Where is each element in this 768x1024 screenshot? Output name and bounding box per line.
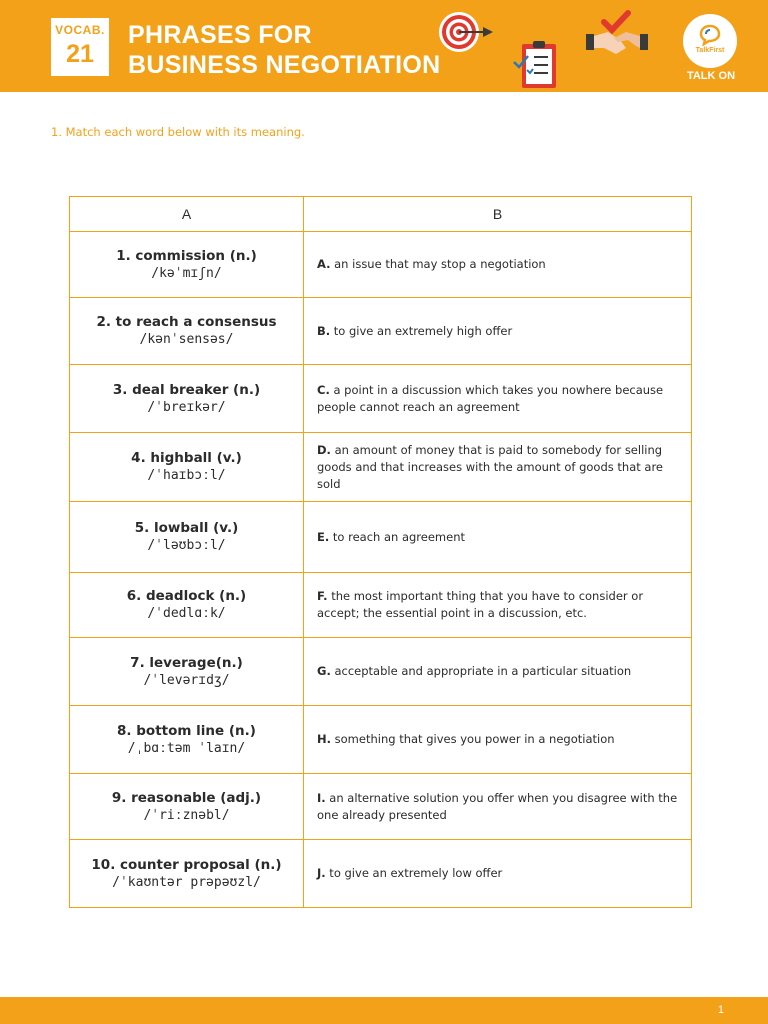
vocabulary-table: [69, 196, 692, 908]
table-row: [70, 365, 692, 433]
term-cell: [70, 706, 304, 774]
title-line-2: BUSINESS NEGOTIATION: [128, 51, 441, 79]
meaning-cell: [304, 774, 692, 840]
speech-bubble-icon: [699, 24, 721, 46]
meaning-letter: C.: [317, 382, 330, 397]
pronunciation: /ˈlevərɪdʒ/: [143, 672, 230, 688]
meaning-text: something that gives you power in a negotiation: [331, 732, 615, 746]
vocab-label: VOCAB.: [55, 23, 105, 37]
term-cell: [70, 433, 304, 502]
meaning-cell: [304, 232, 692, 298]
pronunciation: /ˈriːznəbl/: [143, 807, 230, 823]
meaning-text: an alternative solution you offer when you disagree with the one already presented: [317, 790, 678, 822]
table-row: [70, 840, 692, 908]
meaning-letter: F.: [317, 589, 328, 603]
term: 4. highball (v.): [131, 450, 242, 466]
column-header-b: B: [304, 197, 692, 232]
table-row: [70, 638, 692, 706]
pronunciation: /kəˈmɪʃn/: [151, 265, 222, 281]
pronunciation: /ˈbreɪkər/: [147, 399, 226, 415]
meaning-text: a point in a discussion which takes you nowhere because people cannot reach an agreement: [317, 382, 664, 414]
meaning-cell: [304, 638, 692, 706]
term: 8. bottom line (n.): [117, 722, 256, 739]
term-cell: [70, 502, 304, 573]
meaning-text: to give an extremely high offer: [330, 323, 513, 338]
meaning-text: an issue that may stop a negotiation: [330, 257, 546, 271]
meaning-text: an amount of money that is paid to somebody for selling goods and that increases with the amount of goods that are sold: [317, 442, 664, 491]
table-row: [70, 433, 692, 502]
pronunciation: /ˈləʊbɔːl/: [147, 538, 226, 553]
vocab-badge: [51, 18, 109, 76]
meaning-letter: J.: [317, 866, 326, 880]
title-line-1: PHRASES FOR: [128, 21, 312, 49]
meaning-letter: A.: [317, 257, 331, 271]
logo-text: TalkFirst: [695, 47, 725, 54]
meaning-cell: [304, 573, 692, 638]
table-row: [70, 502, 692, 573]
term: 2. to reach a consensus: [96, 314, 277, 330]
meaning-cell: [304, 298, 692, 365]
meaning-letter: G.: [317, 664, 331, 678]
term-cell: [70, 365, 304, 433]
term: 9. reasonable (adj.): [111, 789, 262, 806]
term-cell: [70, 232, 304, 298]
clipboard-checklist-icon: [512, 40, 560, 90]
footer-bar: [0, 997, 768, 1024]
meaning-cell: [304, 502, 692, 573]
meaning-letter: H.: [317, 732, 331, 746]
pronunciation: /ˈdedlɑːk/: [147, 606, 226, 621]
table-header-row: [70, 197, 692, 232]
pronunciation: /kənˈsensəs/: [139, 332, 234, 347]
term: 7. leverage(n.): [130, 654, 243, 671]
page-title: [128, 20, 441, 80]
target-icon: [437, 10, 495, 54]
meaning-text: the most important thing that you have to consider or accept; the essential point in a discussion, etc.: [317, 589, 644, 620]
page-number: 1: [717, 1004, 724, 1016]
meaning-cell: [304, 365, 692, 433]
term-cell: [70, 573, 304, 638]
term-cell: [70, 840, 304, 908]
term: 1. commission (n.): [116, 247, 257, 264]
meaning-letter: E.: [317, 529, 330, 544]
table-row: [70, 706, 692, 774]
meaning-text: to give an extremely low offer: [325, 866, 503, 880]
term: 10. counter proposal (n.): [91, 856, 282, 873]
talkfirst-logo: [683, 14, 737, 68]
header-banner: [0, 0, 768, 92]
term: 3. deal breaker (n.): [112, 381, 261, 398]
pronunciation: /ˌbɑːtəm ˈlaɪn/: [127, 740, 246, 756]
tagline: TALK ON: [686, 70, 736, 82]
meaning-cell: [304, 706, 692, 774]
term: 6. deadlock (n.): [126, 588, 247, 604]
pronunciation: /ˈhaɪbɔːl/: [147, 468, 226, 483]
meaning-cell: [304, 840, 692, 908]
meaning-letter: D.: [317, 442, 331, 457]
table-row: [70, 232, 692, 298]
meaning-text: to reach an agreement: [329, 529, 465, 544]
term: 5. lowball (v.): [134, 520, 239, 536]
column-header-a: A: [70, 197, 304, 232]
term-cell: [70, 638, 304, 706]
table-row: [70, 573, 692, 638]
pronunciation: /ˈkaʊntər prəpəʊzl/: [112, 874, 261, 890]
handshake-check-icon: [586, 10, 648, 60]
term-cell: [70, 298, 304, 365]
meaning-letter: B.: [317, 323, 331, 338]
term-cell: [70, 774, 304, 840]
meaning-cell: [304, 433, 692, 502]
meaning-text: acceptable and appropriate in a particular situation: [330, 664, 632, 678]
vocab-number: 21: [66, 40, 94, 68]
table-row: [70, 774, 692, 840]
meaning-letter: I.: [317, 790, 326, 805]
table-row: [70, 298, 692, 365]
exercise-instruction: 1. Match each word below with its meaning.: [51, 125, 305, 139]
